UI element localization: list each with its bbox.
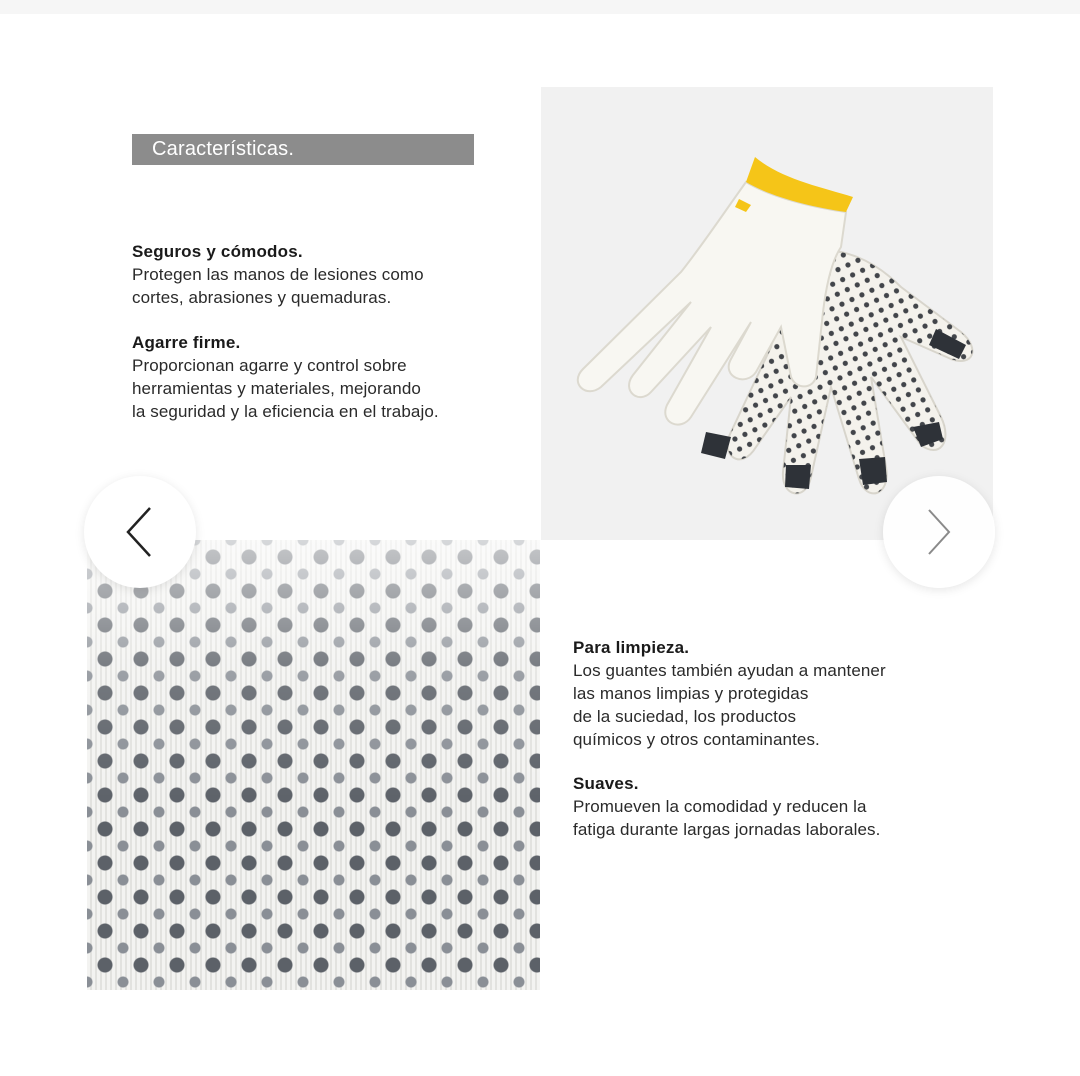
chevron-left-icon xyxy=(120,502,160,562)
feature-text: la seguridad y la eficiencia en el trabajo. xyxy=(132,402,439,421)
feature-text: Promueven la comodidad y reducen la xyxy=(573,797,867,816)
feature-title: Suaves. xyxy=(573,774,639,793)
chevron-right-icon xyxy=(919,502,959,562)
feature-text: fatiga durante largas jornadas laborales. xyxy=(573,820,881,839)
feature-text: Protegen las manos de lesiones como xyxy=(132,265,424,284)
feature-text: Proporcionan agarre y control sobre xyxy=(132,356,407,375)
plain-glove xyxy=(578,157,853,425)
feature-title: Seguros y cómodos. xyxy=(132,242,303,261)
feature-text: herramientas y materiales, mejorando xyxy=(132,379,421,398)
feature-cleaning xyxy=(573,637,886,751)
feature-soft xyxy=(573,773,880,841)
gloves-photo xyxy=(541,87,993,540)
section-heading: Características. xyxy=(132,134,474,165)
feature-text: químicos y otros contaminantes. xyxy=(573,730,820,749)
feature-safe-comfortable xyxy=(132,241,424,309)
carousel-prev-button[interactable] xyxy=(84,476,196,588)
feature-title: Agarre firme. xyxy=(132,333,241,352)
feature-firm-grip xyxy=(132,332,439,423)
gloves-illustration xyxy=(541,87,993,540)
feature-text: cortes, abrasiones y quemaduras. xyxy=(132,288,392,307)
feature-text: Los guantes también ayudan a mantener xyxy=(573,661,886,680)
feature-text: las manos limpias y protegidas xyxy=(573,684,809,703)
feature-text: de la suciedad, los productos xyxy=(573,707,797,726)
dotted-texture-closeup xyxy=(87,540,540,990)
carousel-next-button[interactable] xyxy=(883,476,995,588)
top-bar xyxy=(0,0,1080,14)
feature-title: Para limpieza. xyxy=(573,638,690,657)
